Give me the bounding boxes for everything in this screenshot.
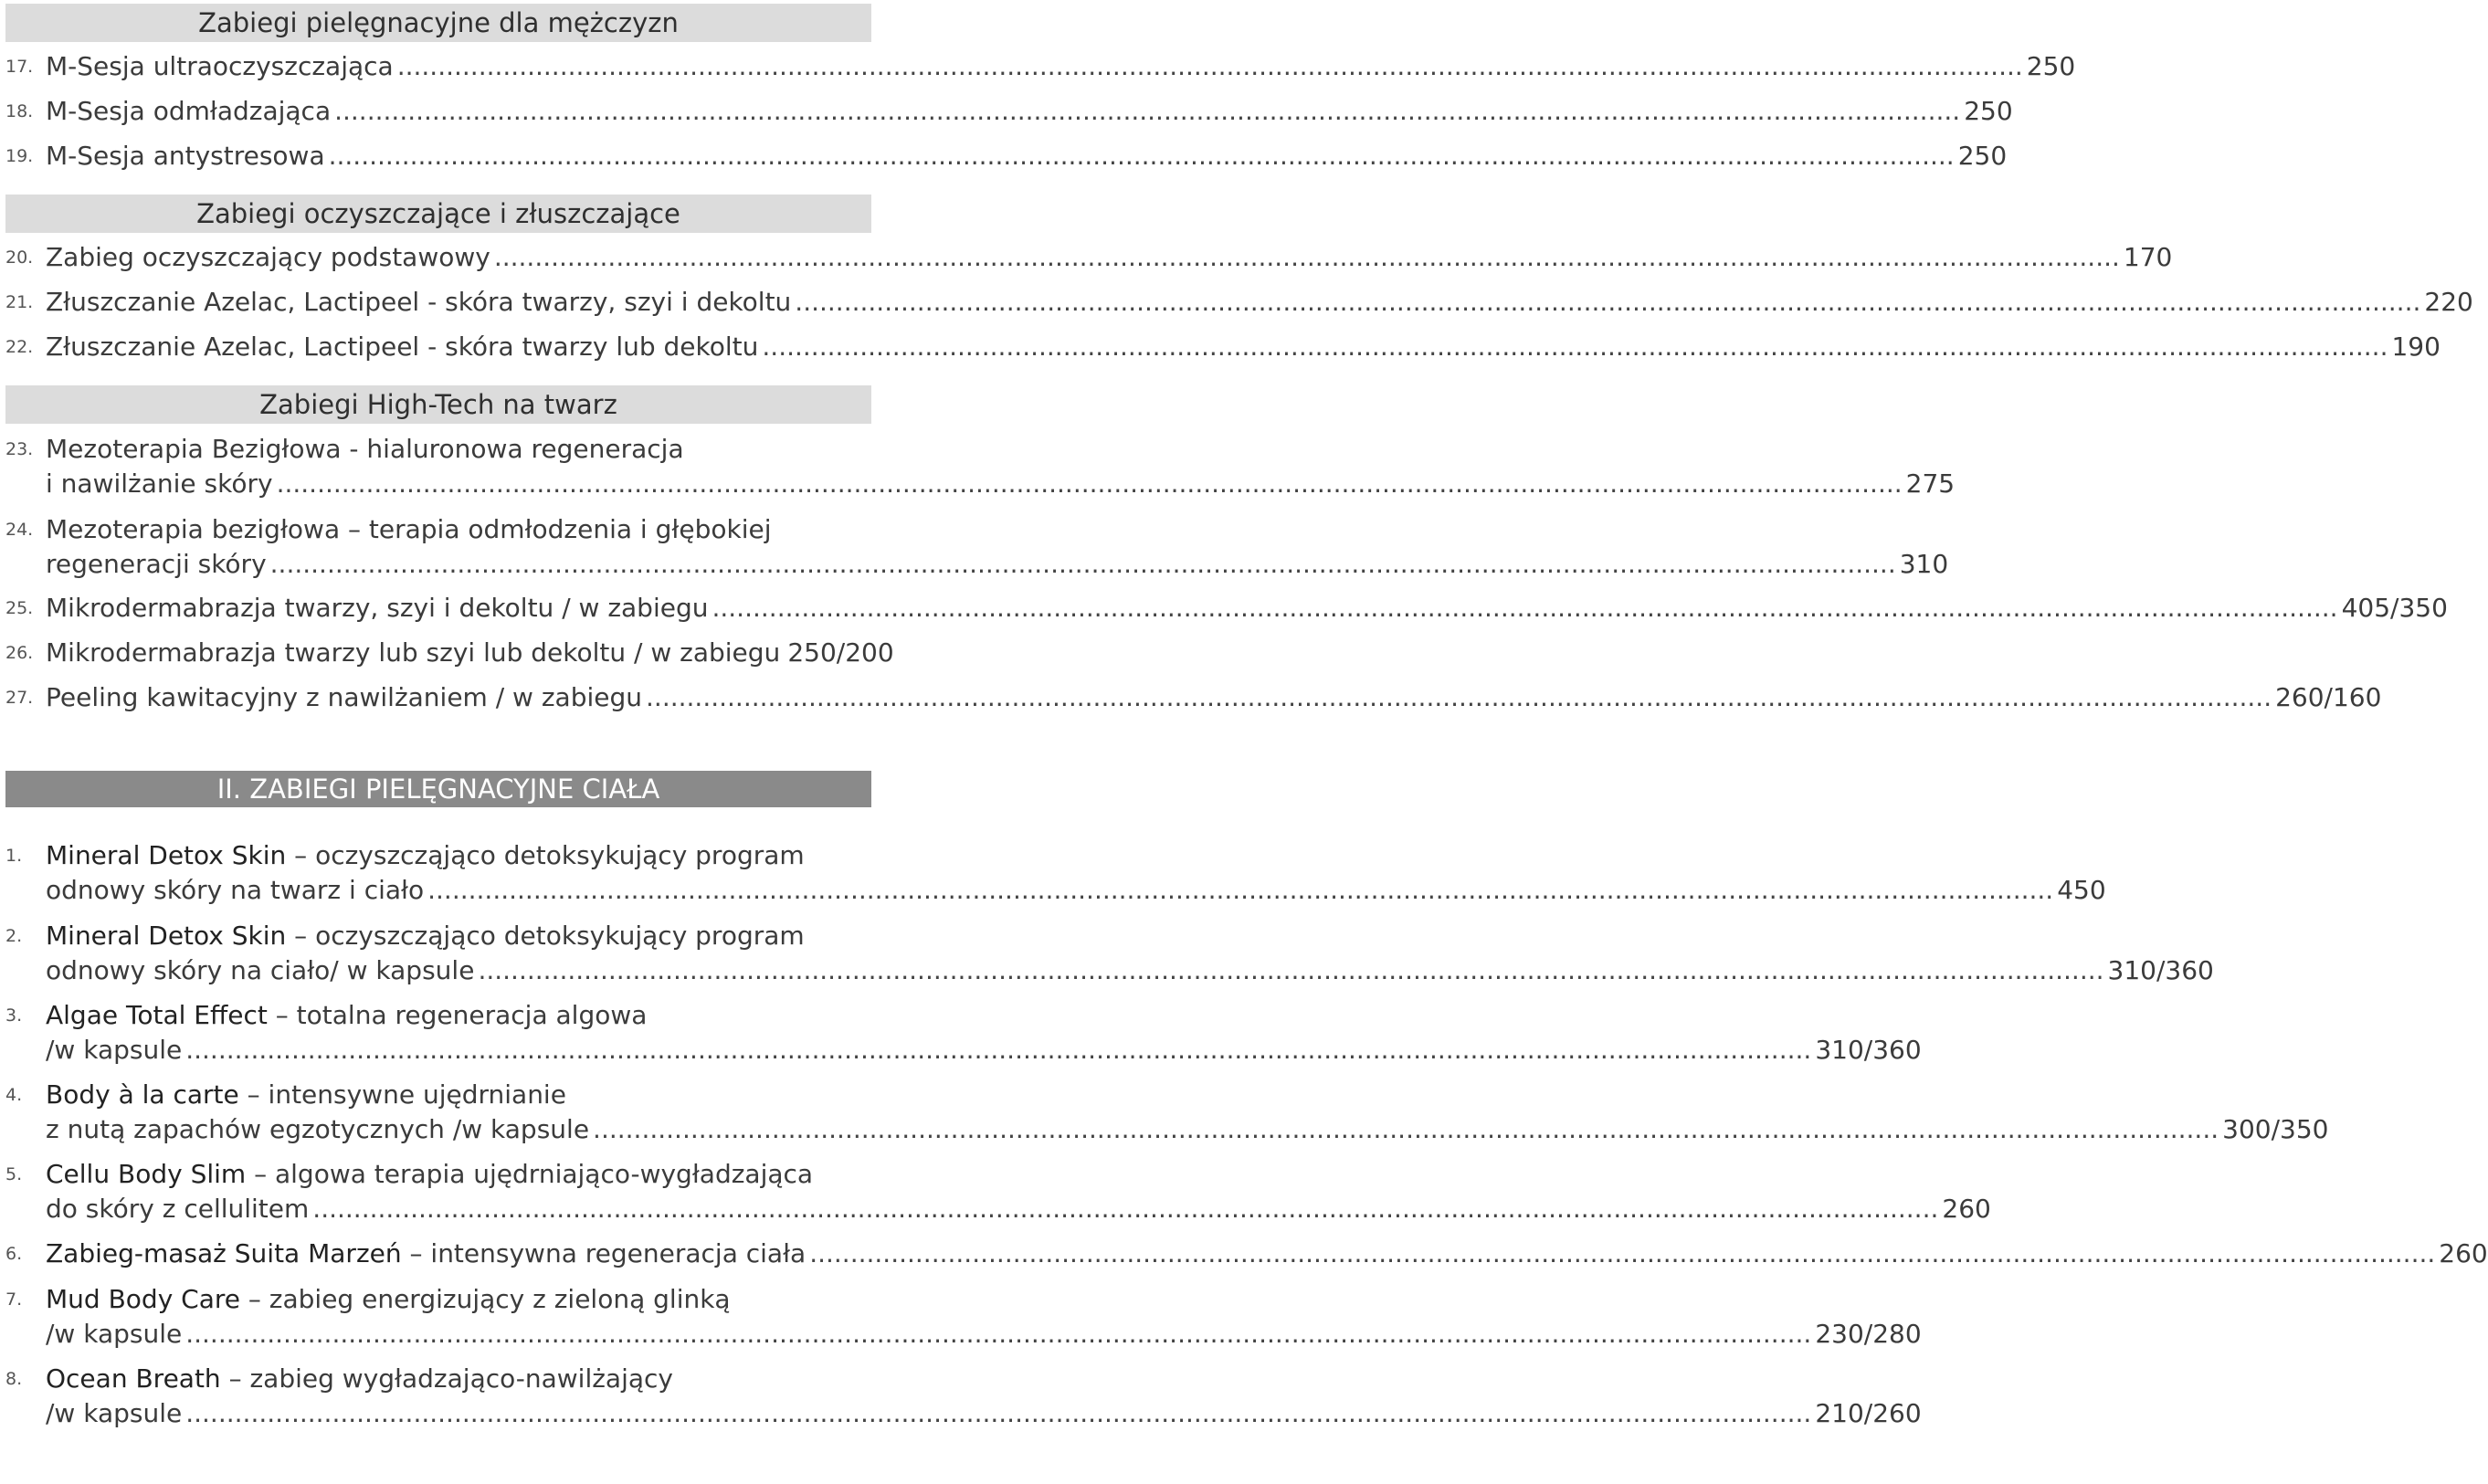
item-price: 260 (2439, 1238, 2488, 1268)
item-text: Złuszczanie Azelac, Lactipeel - skóra twarzy lub dekoltu (46, 332, 759, 362)
item-price: 310/360 (1815, 1035, 1922, 1065)
list-item (0, 1362, 1922, 1431)
item-price: 310 (1899, 549, 1949, 579)
list-item (0, 1282, 1922, 1352)
item-text: Mikrodermabrazja twarzy, szyi i dekoltu / w zabiegu (46, 593, 709, 623)
list-item (0, 49, 2076, 84)
item-number: 25. (5, 598, 34, 618)
item-number: 3. (5, 1005, 23, 1026)
treatment-name: Zabieg-masaż Suita Marzeń (46, 1238, 402, 1268)
list-item (0, 94, 2013, 129)
section-header-hightech: Zabiegi High-Tech na twarz (5, 385, 871, 424)
item-text: Zabieg oczyszczający podstawowy (46, 242, 490, 272)
leader-dots (762, 330, 2388, 364)
leader-dots (795, 285, 2420, 320)
item-number: 21. (5, 292, 34, 312)
item-price: 230/280 (1815, 1319, 1922, 1349)
list-item (0, 919, 2214, 988)
treatment-description: – algowa terapia ujędrniająco-wygładzająca (246, 1159, 814, 1189)
item-price: 220 (2424, 287, 2473, 317)
section-header-men: Zabiegi pielęgnacyjne dla mężczyzn (5, 4, 871, 42)
leader-dots (185, 1396, 1811, 1431)
list-item (0, 838, 2106, 908)
item-number: 17. (5, 57, 34, 77)
item-price: 450 (2057, 875, 2106, 905)
item-text-continued: regeneracji skóry (46, 549, 267, 579)
item-price: 310/360 (2107, 955, 2214, 985)
list-item (0, 285, 2473, 320)
list-item (0, 330, 2441, 364)
item-number: 8. (5, 1369, 23, 1389)
treatment-description: – zabieg wygładzająco-nawilżający (220, 1363, 673, 1394)
treatment-description: – totalna regeneracja algowa (267, 1000, 648, 1030)
leader-dots (277, 467, 1903, 501)
item-price: 250 (2026, 51, 2076, 81)
item-text: Mezoterapia bezigłowa – terapia odmłodzenia i głębokiej (46, 514, 772, 544)
treatment-name: Mineral Detox Skin (46, 840, 287, 870)
treatment-description: – oczyszcząjąco detoksykujący program (286, 840, 805, 870)
item-number: 4. (5, 1085, 23, 1105)
treatment-name: Mud Body Care (46, 1284, 240, 1314)
item-price: 170 (2123, 242, 2173, 272)
leader-dots (312, 1192, 1938, 1226)
item-text-continued: odnowy skóry na twarz i ciało (46, 875, 425, 905)
leader-dots (809, 1237, 2435, 1271)
section-header-body: II. ZABIEGI PIELĘGNACYJNE CIAŁA (5, 771, 871, 807)
leader-dots (478, 953, 2103, 988)
leader-dots (329, 139, 1955, 174)
leader-dots (494, 240, 2120, 275)
list-item (0, 591, 2448, 626)
leader-dots (397, 49, 2023, 84)
item-number: 26. (5, 643, 34, 663)
item-text: M-Sesja antystresowa (46, 141, 325, 171)
item-price: 250/200 (787, 637, 894, 668)
item-number: 19. (5, 146, 34, 166)
item-number: 5. (5, 1164, 23, 1184)
treatment-name: Algae Total Effect (46, 1000, 268, 1030)
item-text: M-Sesja odmładzająca (46, 96, 332, 126)
list-item (0, 1078, 2329, 1147)
item-text-continued: do skóry z cellulitem (46, 1194, 310, 1224)
list-item (0, 680, 2382, 715)
leader-dots (712, 591, 2337, 626)
item-number: 23. (5, 439, 34, 459)
list-item (0, 998, 1922, 1068)
leader-dots (646, 680, 2272, 715)
item-text: Złuszczanie Azelac, Lactipeel - skóra twarzy, szyi i dekoltu (46, 287, 792, 317)
item-number: 24. (5, 520, 34, 540)
treatment-name: Body à la carte (46, 1079, 239, 1110)
treatment-description: – oczyszcząjąco detoksykujący program (286, 921, 805, 951)
item-text-continued: i nawilżanie skóry (46, 468, 273, 499)
item-price: 260/160 (2275, 682, 2382, 712)
item-text-continued: z nutą zapachów egzotycznych /w kapsule (46, 1114, 590, 1144)
item-number: 6. (5, 1244, 23, 1264)
leader-dots (334, 94, 1960, 129)
item-price: 210/260 (1815, 1398, 1922, 1428)
item-number: 18. (5, 101, 34, 121)
item-number: 7. (5, 1289, 23, 1310)
list-item (0, 139, 2008, 174)
treatment-name: Mineral Detox Skin (46, 921, 287, 951)
item-price: 275 (1905, 468, 1956, 499)
item-text: Mezoterapia Bezigłowa - hialuronowa regeneracja (46, 434, 684, 464)
list-item (0, 636, 894, 670)
list-item (0, 512, 1949, 582)
item-text: Mikrodermabrazja twarzy lub szyi lub dekoltu / w zabiegu (46, 637, 781, 668)
leader-dots (593, 1112, 2219, 1147)
section-header-cleansing: Zabiegi oczyszczające i złuszczające (5, 195, 871, 233)
item-text-continued: /w kapsule (46, 1319, 183, 1349)
list-item (0, 240, 2173, 275)
list-item (0, 1237, 2488, 1271)
leader-dots (427, 873, 2053, 908)
leader-dots (185, 1033, 1811, 1068)
treatment-description: – intensywne ujędrnianie (238, 1079, 566, 1110)
item-number: 22. (5, 337, 34, 357)
item-number: 20. (5, 247, 34, 268)
item-price: 405/350 (2341, 593, 2448, 623)
treatment-description: – zabieg energizujący z zieloną glinką (240, 1284, 731, 1314)
list-item (0, 432, 1956, 501)
treatment-description: – intensywna regeneracja ciała (401, 1238, 806, 1268)
leader-dots (270, 547, 1896, 582)
item-text: Peeling kawitacyjny z nawilżaniem / w zabiegu (46, 682, 643, 712)
treatment-name: Ocean Breath (46, 1363, 221, 1394)
item-text-continued: /w kapsule (46, 1398, 183, 1428)
item-number: 27. (5, 688, 34, 708)
leader-dots (185, 1317, 1811, 1352)
treatment-name: Cellu Body Slim (46, 1159, 247, 1189)
list-item (0, 1157, 1991, 1226)
item-number: 1. (5, 846, 23, 866)
item-price: 190 (2391, 332, 2441, 362)
item-price: 250 (1957, 141, 2008, 171)
item-price: 250 (1964, 96, 2013, 126)
item-price: 260 (1942, 1194, 1991, 1224)
item-price: 300/350 (2222, 1114, 2329, 1144)
item-text-continued: odnowy skóry na ciało/ w kapsule (46, 955, 475, 985)
item-text-continued: /w kapsule (46, 1035, 183, 1065)
item-text: M-Sesja ultraoczyszczająca (46, 51, 394, 81)
item-number: 2. (5, 926, 23, 946)
